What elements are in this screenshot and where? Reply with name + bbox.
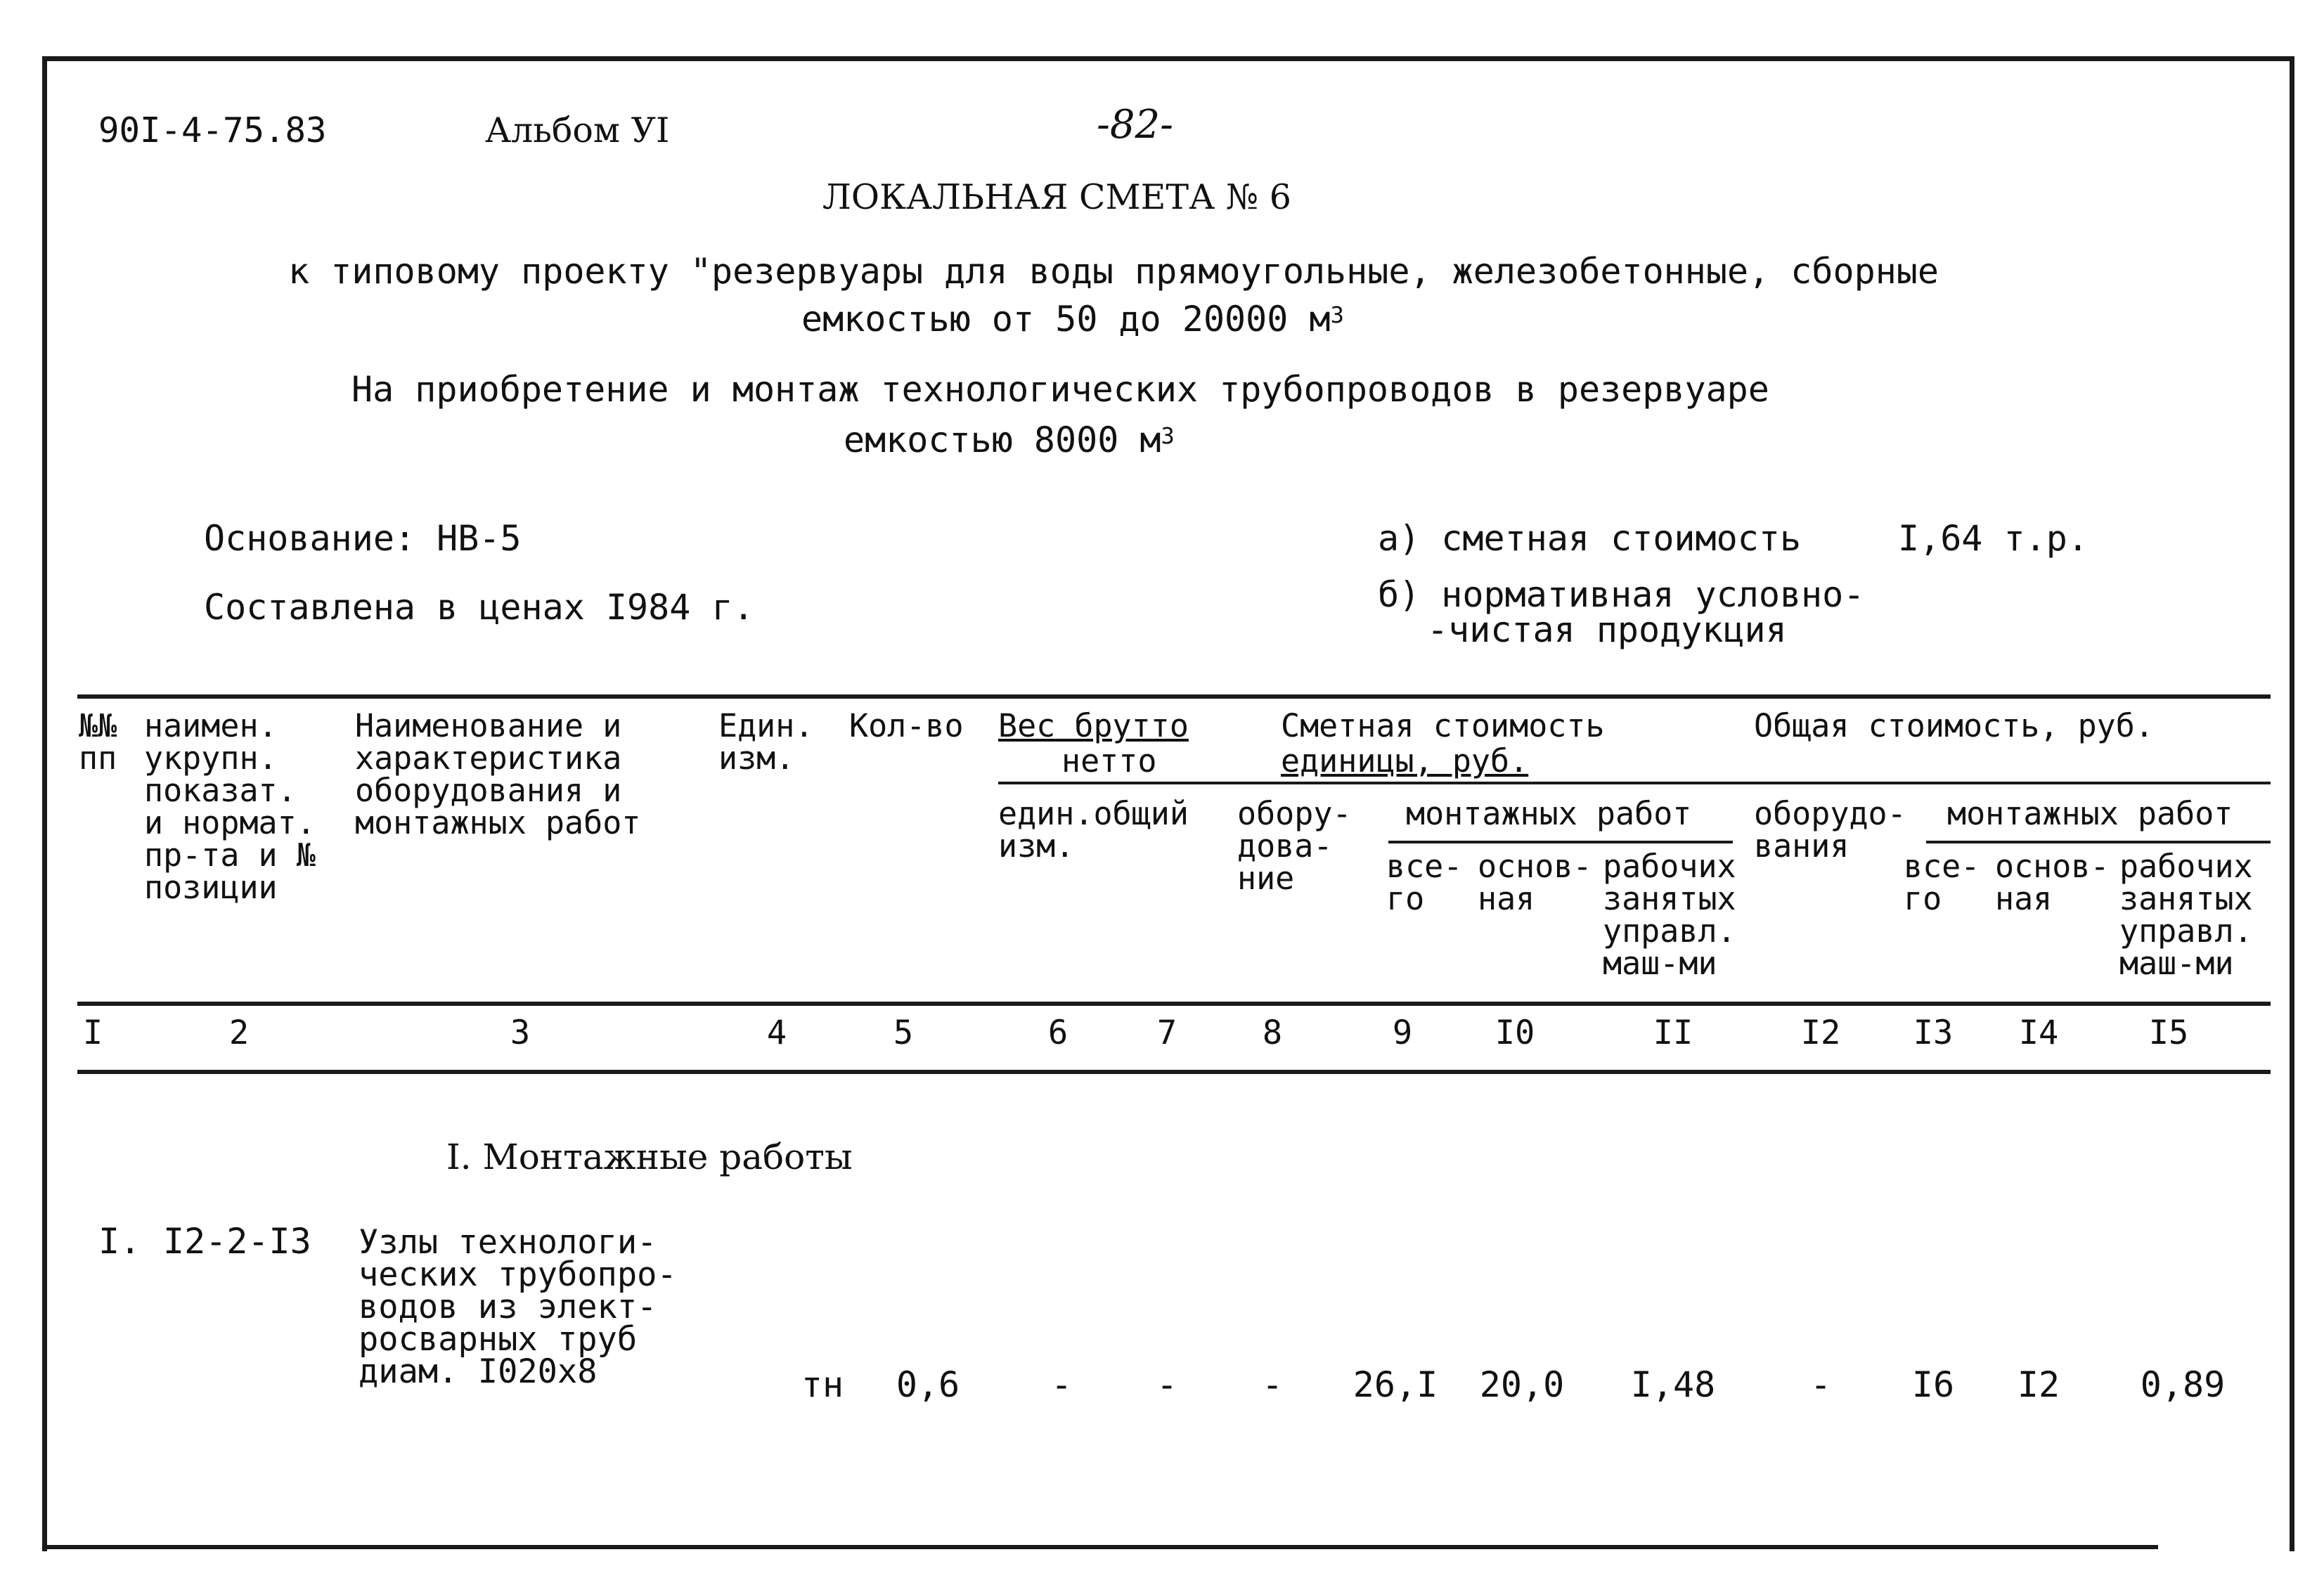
purpose-line: На приобретение и монтаж технологических трубопроводов в резервуаре (351, 369, 1769, 410)
estimate-cost-value: I,64 т.р. (1898, 518, 2089, 559)
capacity-line (844, 422, 1175, 458)
normative-product-label-2: -чистая продукция (1427, 609, 1787, 650)
row-total-base: I2 (2017, 1364, 2060, 1405)
album-label: Альбом УI (485, 110, 670, 150)
col-header-qty: Кол-во (849, 707, 964, 744)
col-header-name: Наименование и характеристика оборудования и монтажных работ (355, 707, 641, 841)
section-title: I. Монтажные работы (446, 1137, 853, 1177)
col-header-m-total: все- го (1386, 848, 1463, 917)
col-number: 4 (766, 1014, 787, 1052)
col-header-weight-sub: един.общий изм. (998, 795, 1189, 865)
col-header-unit: Един. изм. (718, 707, 814, 777)
col-header-t-base: основ- ная (1995, 848, 2110, 917)
col-header-norm: наимен. укрупн. показат. и нормат. пр-та и № позиции (144, 707, 316, 906)
capacity-range-sup: 3 (1330, 302, 1344, 328)
col-number: 2 (228, 1014, 250, 1052)
row-total-total: I6 (1911, 1364, 1955, 1405)
col-header-unit-cost-2: единицы, руб. (1281, 742, 1529, 780)
col-header-t-total: все- го (1904, 848, 1980, 917)
row-weight-total: - (1156, 1364, 1178, 1405)
col-header-unit-cost: Сметная стоимость (1281, 707, 1605, 744)
col-number: I4 (2018, 1014, 2059, 1052)
col-number: I5 (2148, 1014, 2189, 1052)
capacity-text: емкостью 8000 м (844, 420, 1161, 460)
prices-year-text: Составлена в ценах I984 г. (204, 587, 754, 628)
colnum-bottom-rule (77, 1070, 2271, 1074)
basis-text: Основание: НВ-5 (204, 518, 522, 559)
subheader-rule (998, 782, 2271, 784)
row-unit: тн (801, 1364, 844, 1405)
col-number: 9 (1392, 1014, 1413, 1052)
header-bottom-rule (77, 1002, 2271, 1006)
col-header-t-equipment: оборудо- вания (1754, 795, 1906, 865)
row-description: Узлы технологи- ческих трубопро- водов из элект- росварных труб диам. I020х8 (359, 1223, 677, 1391)
row-number: I. (98, 1221, 141, 1262)
row-mount-base: 20,0 (1479, 1364, 1565, 1405)
page-frame-bottom (42, 1545, 2158, 1549)
col-number: I (82, 1014, 103, 1052)
row-quantity: 0,6 (896, 1364, 960, 1405)
row-total-equipment: - (1809, 1364, 1832, 1405)
mont1-rule (1388, 841, 1733, 843)
col-header-mont2: монтажных работ (1947, 795, 2233, 832)
col-number: 7 (1156, 1014, 1177, 1052)
page-number: -82- (1097, 102, 1174, 148)
col-number: 3 (510, 1014, 531, 1052)
row-equipment: - (1261, 1364, 1284, 1405)
col-header-weight-net: нетто (1061, 742, 1157, 780)
row-norm-code: I2-2-I3 (163, 1221, 311, 1262)
project-line: к типовому проекту "резервуары для воды прямоугольные, железобетонные, сборные (288, 251, 1939, 292)
col-header-m-base: основ- ная (1478, 848, 1592, 917)
col-header-weight-gross: Вес брутто (998, 707, 1189, 744)
col-header-mont1: монтажных работ (1406, 795, 1692, 832)
col-header-equipment: обору- дова- ние (1237, 795, 1352, 897)
row-weight-unit: - (1050, 1364, 1073, 1405)
row-total-machine: 0,89 (2140, 1364, 2226, 1405)
col-number: I0 (1495, 1014, 1535, 1052)
normative-product-label: б) нормативная условно- (1378, 574, 1865, 615)
col-number: I2 (1800, 1014, 1841, 1052)
col-number: II (1653, 1014, 1693, 1052)
col-header-t-mach: рабочих занятых управл. маш-ми (2119, 848, 2253, 982)
capacity-range-line (801, 301, 1344, 337)
col-number: I3 (1913, 1014, 1954, 1052)
col-header-total-cost: Общая стоимость, руб. (1754, 707, 2154, 744)
estimate-title: ЛОКАЛЬНАЯ СМЕТА № 6 (822, 177, 1291, 217)
col-number: 6 (1047, 1014, 1069, 1052)
capacity-sup: 3 (1161, 422, 1175, 449)
table-top-rule (77, 694, 2271, 699)
col-header-num: №№ пп (79, 707, 117, 777)
col-header-m-mach: рабочих занятых управл. маш-ми (1603, 848, 1736, 982)
row-mount-total: 26,I (1353, 1364, 1438, 1405)
estimate-cost-label: а) сметная стоимость (1378, 518, 1802, 559)
document-code: 90I-4-75.83 (98, 110, 327, 150)
row-mount-machine: I,48 (1630, 1364, 1716, 1405)
col-number: 8 (1262, 1014, 1283, 1052)
mont2-rule (1926, 841, 2271, 843)
capacity-range-text: емкостью от 50 до 20000 м (801, 299, 1331, 339)
col-number: 5 (893, 1014, 914, 1052)
